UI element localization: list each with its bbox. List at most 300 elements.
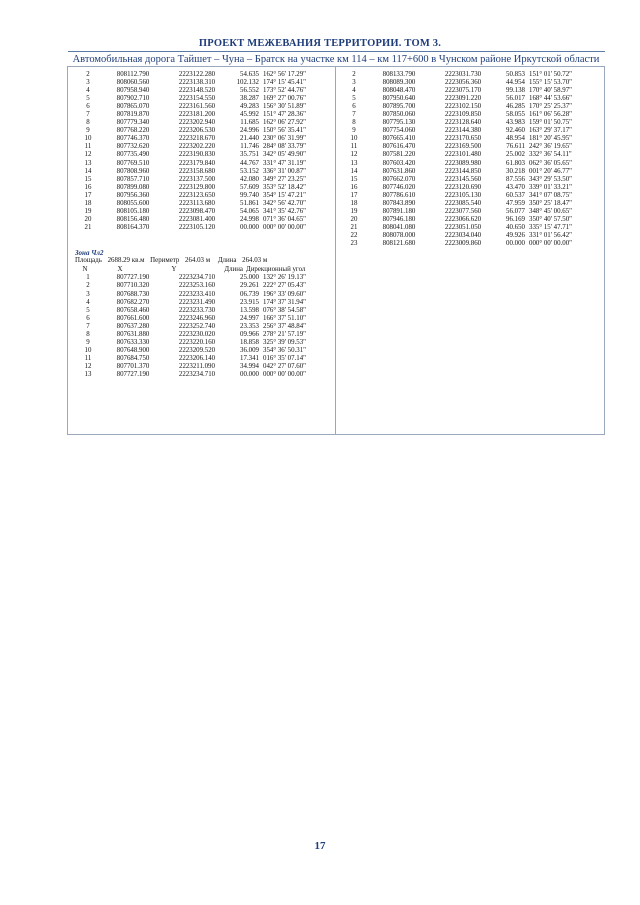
cell-x: 807768.220 xyxy=(116,127,150,135)
cell-y: 2223169.500 xyxy=(444,143,482,151)
cell-number: 4 xyxy=(86,298,90,306)
cell-number: 13 xyxy=(84,159,92,167)
cell-x: 807865.070 xyxy=(116,103,150,111)
table-row xyxy=(75,71,336,79)
cell-angle: 222° 27' 05.43" xyxy=(263,282,306,290)
cell-x: 807688.730 xyxy=(116,290,150,298)
cell-length: 23.915 xyxy=(240,298,259,306)
cell-number: 23 xyxy=(350,239,358,247)
cell-length: 45.992 xyxy=(240,111,259,119)
cell-x: 807769.510 xyxy=(116,159,150,167)
cell-length: 47.959 xyxy=(506,199,525,207)
cell-y: 2223144.850 xyxy=(444,167,482,175)
cell-x: 807665.410 xyxy=(382,135,416,143)
cell-number: 9 xyxy=(352,127,356,135)
cell-x: 807648.900 xyxy=(116,346,150,354)
cell-y: 2223031.730 xyxy=(444,71,482,78)
cell-y: 2223209.520 xyxy=(178,346,216,354)
cell-y: 2223220.160 xyxy=(178,338,216,346)
table-row xyxy=(341,240,593,248)
cell-y: 2223091.220 xyxy=(444,95,482,103)
cell-y: 2223181.200 xyxy=(178,111,216,119)
cell-x: 807902.710 xyxy=(116,95,150,103)
perimeter-label: Периметр xyxy=(150,257,180,265)
cell-x: 807843.890 xyxy=(382,199,416,207)
cell-angle: 173° 52' 44.76" xyxy=(263,87,306,95)
cell-number: 4 xyxy=(352,87,356,95)
cell-number: 19 xyxy=(84,207,92,215)
zone-title: Зона Чл2 xyxy=(75,248,104,257)
table-row xyxy=(75,103,336,111)
cell-length: 46.285 xyxy=(506,103,525,111)
cell-number: 12 xyxy=(350,151,358,159)
cell-length: 56.077 xyxy=(506,207,525,215)
table-row xyxy=(341,71,593,79)
cell-number: 8 xyxy=(352,119,356,127)
cell-x: 807735.490 xyxy=(116,151,150,159)
cell-length: 53.152 xyxy=(240,167,259,175)
cell-angle: 166° 37' 51.10" xyxy=(263,314,306,322)
cell-x: 808055.600 xyxy=(116,199,150,207)
cell-y: 2223137.500 xyxy=(178,175,216,183)
cell-number: 11 xyxy=(350,143,358,151)
cell-length: 25.002 xyxy=(506,151,525,159)
table-row xyxy=(75,135,336,143)
cell-y: 2223154.550 xyxy=(178,95,216,103)
cell-angle: 349° 27' 23.25" xyxy=(263,175,306,183)
cell-x: 807633.330 xyxy=(116,338,150,346)
cell-y: 2223120.690 xyxy=(444,183,482,191)
cell-x: 808041.080 xyxy=(382,223,416,231)
cell-number: 12 xyxy=(84,151,92,159)
cell-y: 2223109.850 xyxy=(444,111,482,119)
cell-y: 2223066.620 xyxy=(444,215,482,223)
cell-number: 15 xyxy=(84,175,92,183)
table-row xyxy=(75,363,336,371)
cell-y: 2223089.980 xyxy=(444,159,482,167)
cell-angle: 162° 06' 27.92" xyxy=(263,119,306,127)
cell-angle: 354° 36' 50.31" xyxy=(263,346,306,354)
cell-angle: 170° 40' 58.97" xyxy=(529,87,572,95)
cell-number: 20 xyxy=(84,215,92,223)
cell-length: 48.954 xyxy=(506,135,525,143)
cell-length: 13.598 xyxy=(240,306,259,314)
header-x: X xyxy=(117,265,123,273)
cell-angle: 339° 01' 33.21" xyxy=(529,183,572,191)
perimeter-value: 264.03 xyxy=(185,257,204,265)
length-unit: м xyxy=(262,257,268,265)
cell-angle: 342° 05' 49.90" xyxy=(263,151,306,159)
cell-length: 87.556 xyxy=(506,175,525,183)
cell-number: 10 xyxy=(84,346,92,354)
table-row xyxy=(75,323,336,331)
cell-x: 807631.880 xyxy=(116,330,150,338)
cell-length: 102.132 xyxy=(236,79,259,87)
table-row xyxy=(75,160,336,168)
cell-angle: 000° 00' 00.00" xyxy=(263,371,306,378)
cell-y: 2223098.470 xyxy=(178,207,216,215)
zone-parameters xyxy=(75,257,336,266)
cell-x: 808112.790 xyxy=(116,71,150,78)
cell-y: 2223101.480 xyxy=(444,151,482,159)
table-row xyxy=(75,291,336,299)
cell-length: 17.341 xyxy=(240,354,259,362)
cell-number: 14 xyxy=(84,167,92,175)
zone-table-rows xyxy=(75,274,336,379)
cell-y: 2223129.800 xyxy=(178,183,216,191)
cell-length: 60.537 xyxy=(506,191,525,199)
table-row xyxy=(341,160,593,168)
table-row xyxy=(341,168,593,176)
cell-y: 2223128.640 xyxy=(444,119,482,127)
cell-x: 807795.130 xyxy=(382,119,416,127)
cell-number: 2 xyxy=(352,71,356,78)
cell-angle: 016° 35' 07.14" xyxy=(263,354,306,362)
cell-length: 40.650 xyxy=(506,223,525,231)
cell-y: 2223170.650 xyxy=(444,135,482,143)
cell-angle: 151° 47' 28.36" xyxy=(263,111,306,119)
cell-length: 54.065 xyxy=(240,207,259,215)
cell-x: 807746.020 xyxy=(382,183,416,191)
cell-number: 1 xyxy=(86,274,90,282)
cell-length: 29.261 xyxy=(240,282,259,290)
table-row xyxy=(75,79,336,87)
table-row xyxy=(75,216,336,224)
cell-y: 2223202.940 xyxy=(178,119,216,127)
cell-x: 807732.620 xyxy=(116,143,150,151)
header-n: N xyxy=(82,265,88,273)
cell-length: 44.954 xyxy=(506,79,525,87)
perimeter-unit: м xyxy=(205,257,211,265)
header-length: Длина xyxy=(224,265,243,273)
cell-y: 2223051.050 xyxy=(444,223,482,231)
table-row xyxy=(75,119,336,127)
cell-y: 2223123.650 xyxy=(178,191,216,199)
cell-y: 2223122.280 xyxy=(178,71,216,78)
cell-number: 13 xyxy=(84,371,92,378)
cell-number: 22 xyxy=(350,231,358,239)
document-title: ПРОЕКТ МЕЖЕВАНИЯ ТЕРРИТОРИИ. ТОМ 3. xyxy=(198,38,442,49)
table-row xyxy=(341,208,593,216)
cell-length: 00.000 xyxy=(240,371,259,378)
table-row xyxy=(75,315,336,323)
cell-x: 807637.280 xyxy=(116,322,150,330)
cell-length: 99.740 xyxy=(240,191,259,199)
cell-x: 807710.320 xyxy=(116,282,150,290)
cell-angle: 332° 36' 54.11" xyxy=(529,151,572,159)
cell-x: 808048.470 xyxy=(382,87,416,95)
cell-number: 18 xyxy=(84,199,92,207)
cell-number: 2 xyxy=(86,282,90,290)
cell-angle: 278° 21' 57.19" xyxy=(263,330,306,338)
cell-angle: 174° 15' 45.41" xyxy=(263,79,306,87)
cell-angle: 331° 47' 31.19" xyxy=(263,159,306,167)
cell-y: 2223179.840 xyxy=(178,159,216,167)
cell-y: 2223138.310 xyxy=(178,79,216,87)
table-row xyxy=(75,208,336,216)
table-row xyxy=(341,79,593,87)
cell-length: 49.283 xyxy=(240,103,259,111)
cell-x: 807895.700 xyxy=(382,103,416,111)
cell-angle: 342° 56' 42.70" xyxy=(263,199,306,207)
document-subtitle: Автомобильная дорога Тайшет – Чуна – Братск на участке км 114 – км 117+600 в Чунском районе Иркутской области xyxy=(72,54,600,65)
cell-number: 6 xyxy=(352,103,356,111)
table-row xyxy=(75,331,336,339)
table-row xyxy=(75,111,336,119)
cell-number: 10 xyxy=(84,135,92,143)
cell-angle: 000° 00' 00.00" xyxy=(529,239,572,247)
cell-x: 807603.420 xyxy=(382,159,416,167)
cell-x: 807754.060 xyxy=(382,127,416,135)
area-label: Площадь xyxy=(75,257,102,265)
cell-x: 807661.600 xyxy=(116,314,150,322)
table-row xyxy=(75,151,336,159)
cell-number: 3 xyxy=(86,290,90,298)
cell-length: 09.966 xyxy=(240,330,259,338)
cell-number: 15 xyxy=(350,175,358,183)
cell-angle: 196° 33' 09.60" xyxy=(263,290,306,298)
cell-number: 14 xyxy=(350,167,358,175)
cell-length: 11.685 xyxy=(240,119,259,127)
cell-length: 21.440 xyxy=(240,135,259,143)
cell-number: 9 xyxy=(86,127,90,135)
zone-table-header xyxy=(75,266,336,275)
cell-angle: 353° 52' 18.42" xyxy=(263,183,306,191)
cell-x: 807891.180 xyxy=(382,207,416,215)
table-row xyxy=(75,371,336,379)
cell-y: 2223158.680 xyxy=(178,167,216,175)
cell-number: 17 xyxy=(84,191,92,199)
cell-y: 2223246.960 xyxy=(178,314,216,322)
cell-length: 24.996 xyxy=(240,127,259,135)
cell-angle: 354° 15' 47.21" xyxy=(263,191,306,199)
header-y: Y xyxy=(171,265,177,273)
cell-x: 807819.870 xyxy=(116,111,150,119)
table-row xyxy=(341,151,593,159)
cell-x: 808121.680 xyxy=(382,239,416,247)
cell-number: 3 xyxy=(352,79,356,87)
cell-length: 56.552 xyxy=(240,87,259,95)
length-label: Длина xyxy=(217,257,237,265)
cell-angle: 151° 01' 50.72" xyxy=(529,71,572,78)
cell-length: 76.611 xyxy=(506,143,525,151)
cell-y: 2223233.730 xyxy=(178,306,216,314)
cell-length: 61.803 xyxy=(506,159,525,167)
cell-length: 30.218 xyxy=(506,167,525,175)
cell-y: 2223105.120 xyxy=(178,223,216,231)
cell-x: 807946.180 xyxy=(382,215,416,223)
cell-length: 24.998 xyxy=(240,215,259,223)
cell-y: 2223161.560 xyxy=(178,103,216,111)
cell-x: 807727.190 xyxy=(116,371,150,378)
cell-angle: 341° 35' 42.76" xyxy=(263,207,306,215)
cell-y: 2223081.400 xyxy=(178,215,216,223)
cell-angle: 174° 37' 31.94" xyxy=(263,298,306,306)
cell-x: 807899.080 xyxy=(116,183,150,191)
table-row xyxy=(75,127,336,135)
cell-x: 807631.860 xyxy=(382,167,416,175)
table-row xyxy=(75,176,336,184)
cell-number: 18 xyxy=(350,199,358,207)
cell-length: 00.000 xyxy=(506,239,525,247)
cell-angle: 162° 56' 17.29" xyxy=(263,71,306,78)
cell-length: 49.926 xyxy=(506,231,525,239)
cell-length: 18.858 xyxy=(240,338,259,346)
table-row xyxy=(75,143,336,151)
cell-angle: 150° 56' 35.41" xyxy=(263,127,306,135)
cell-number: 4 xyxy=(86,87,90,95)
cell-length: 36.009 xyxy=(240,346,259,354)
table-row xyxy=(341,103,593,111)
cell-number: 8 xyxy=(86,330,90,338)
cell-number: 11 xyxy=(84,354,92,362)
cell-number: 12 xyxy=(84,362,92,370)
cell-length: 43.470 xyxy=(506,183,525,191)
cell-length: 24.997 xyxy=(240,314,259,322)
cell-x: 807950.640 xyxy=(382,95,416,103)
cell-x: 807616.470 xyxy=(382,143,416,151)
cell-length: 54.635 xyxy=(240,71,259,78)
cell-y: 2223077.560 xyxy=(444,207,482,215)
cell-y: 2223234.710 xyxy=(178,371,216,378)
cell-number: 7 xyxy=(86,111,90,119)
cell-x: 807779.340 xyxy=(116,119,150,127)
cell-y: 2223144.380 xyxy=(444,127,482,135)
cell-number: 16 xyxy=(84,183,92,191)
area-value: 2688.29 xyxy=(107,257,131,265)
cell-number: 9 xyxy=(86,338,90,346)
cell-number: 5 xyxy=(86,95,90,103)
cell-angle: 042° 27' 07.60" xyxy=(263,362,306,370)
table-row xyxy=(75,274,336,282)
cell-angle: 230° 06' 31.99" xyxy=(263,135,306,143)
table-row xyxy=(341,143,593,151)
cell-y: 2223075.170 xyxy=(444,87,482,95)
table-row xyxy=(341,111,593,119)
cell-length: 99.138 xyxy=(506,87,525,95)
cell-y: 2223234.710 xyxy=(178,274,216,282)
cell-y: 2223253.160 xyxy=(178,282,216,290)
cell-x: 807662.070 xyxy=(382,175,416,183)
cell-length: 44.767 xyxy=(240,159,259,167)
cell-x: 807746.370 xyxy=(116,135,150,143)
cell-x: 808089.300 xyxy=(382,79,416,87)
cell-angle: 170° 25' 25.37" xyxy=(529,103,572,111)
cell-number: 20 xyxy=(350,215,358,223)
cell-length: 96.169 xyxy=(506,215,525,223)
left-coordinate-table xyxy=(75,71,336,379)
table-row xyxy=(341,216,593,224)
cell-y: 2223102.150 xyxy=(444,103,482,111)
cell-number: 10 xyxy=(350,135,358,143)
table-row xyxy=(341,119,593,127)
cell-angle: 071° 36' 04.65" xyxy=(263,215,306,223)
cell-angle: 284° 08' 33.79" xyxy=(263,143,306,151)
table-row xyxy=(341,184,593,192)
cell-angle: 242° 36' 19.65" xyxy=(529,143,572,151)
cell-y: 2223202.220 xyxy=(178,143,216,151)
area-unit: кв.м xyxy=(131,257,145,265)
cell-x: 808078.000 xyxy=(382,231,416,239)
cell-length: 92.460 xyxy=(506,127,525,135)
cell-x: 807701.370 xyxy=(116,362,150,370)
cell-number: 5 xyxy=(352,95,356,103)
spacer xyxy=(75,232,336,248)
table-row xyxy=(75,95,336,103)
cell-y: 2223190.830 xyxy=(178,151,216,159)
cell-number: 16 xyxy=(350,183,358,191)
cell-number: 2 xyxy=(86,71,90,78)
cell-x: 807658.460 xyxy=(116,306,150,314)
cell-angle: 132° 26' 19.13" xyxy=(263,274,306,282)
cell-number: 3 xyxy=(86,79,90,87)
cell-y: 2223252.740 xyxy=(178,322,216,330)
cell-y: 2223056.360 xyxy=(444,79,482,87)
cell-length: 56.017 xyxy=(506,95,525,103)
cell-length: 57.609 xyxy=(240,183,259,191)
cell-angle: 331° 01' 56.42" xyxy=(529,231,572,239)
cell-angle: 256° 37' 48.84" xyxy=(263,322,306,330)
cell-angle: 161° 06' 56.28" xyxy=(529,111,572,119)
table-row xyxy=(341,192,593,200)
table-row xyxy=(75,200,336,208)
cell-angle: 336° 31' 00.87" xyxy=(263,167,306,175)
cell-length: 34.994 xyxy=(240,362,259,370)
cell-angle: 335° 15' 47.71" xyxy=(529,223,572,231)
cell-length: 43.983 xyxy=(506,119,525,127)
cell-length: 35.751 xyxy=(240,151,259,159)
cell-y: 2223113.680 xyxy=(179,199,215,207)
cell-x: 807786.610 xyxy=(382,191,416,199)
cell-length: 11.746 xyxy=(240,143,259,151)
cell-angle: 076° 38' 54.58" xyxy=(263,306,306,314)
table-row xyxy=(341,232,593,240)
cell-y: 2223148.520 xyxy=(178,87,216,95)
table-row xyxy=(75,224,336,232)
cell-x: 808060.560 xyxy=(116,79,150,87)
cell-length: 23.353 xyxy=(240,322,259,330)
table-row xyxy=(341,87,593,95)
table-row xyxy=(75,347,336,355)
table-row xyxy=(75,184,336,192)
cell-angle: 341° 07' 08.75" xyxy=(529,191,572,199)
cell-y: 2223211.090 xyxy=(179,362,215,370)
cell-x: 807684.750 xyxy=(116,354,150,362)
table-row xyxy=(75,282,336,290)
cell-x: 808105.180 xyxy=(116,207,150,215)
table-row xyxy=(75,339,336,347)
header-divider xyxy=(68,51,605,52)
right-table-rows xyxy=(341,71,593,248)
cell-y: 2223206.140 xyxy=(178,354,216,362)
cell-number: 19 xyxy=(350,207,358,215)
cell-length: 42.080 xyxy=(240,175,259,183)
right-coordinate-table xyxy=(341,71,593,248)
cell-y: 2223145.560 xyxy=(444,175,482,183)
cell-number: 11 xyxy=(84,143,92,151)
cell-angle: 159° 01' 50.75" xyxy=(529,119,572,127)
cell-y: 2223009.860 xyxy=(444,239,482,247)
table-row xyxy=(341,135,593,143)
cell-y: 2223218.670 xyxy=(178,135,216,143)
table-row xyxy=(75,307,336,315)
cell-number: 8 xyxy=(86,119,90,127)
cell-y: 2223034.040 xyxy=(444,231,482,239)
cell-x: 808164.370 xyxy=(116,223,150,231)
cell-angle: 350° 25' 18.47" xyxy=(529,199,572,207)
cell-number: 21 xyxy=(350,223,358,231)
cell-x: 807808.960 xyxy=(116,167,150,175)
